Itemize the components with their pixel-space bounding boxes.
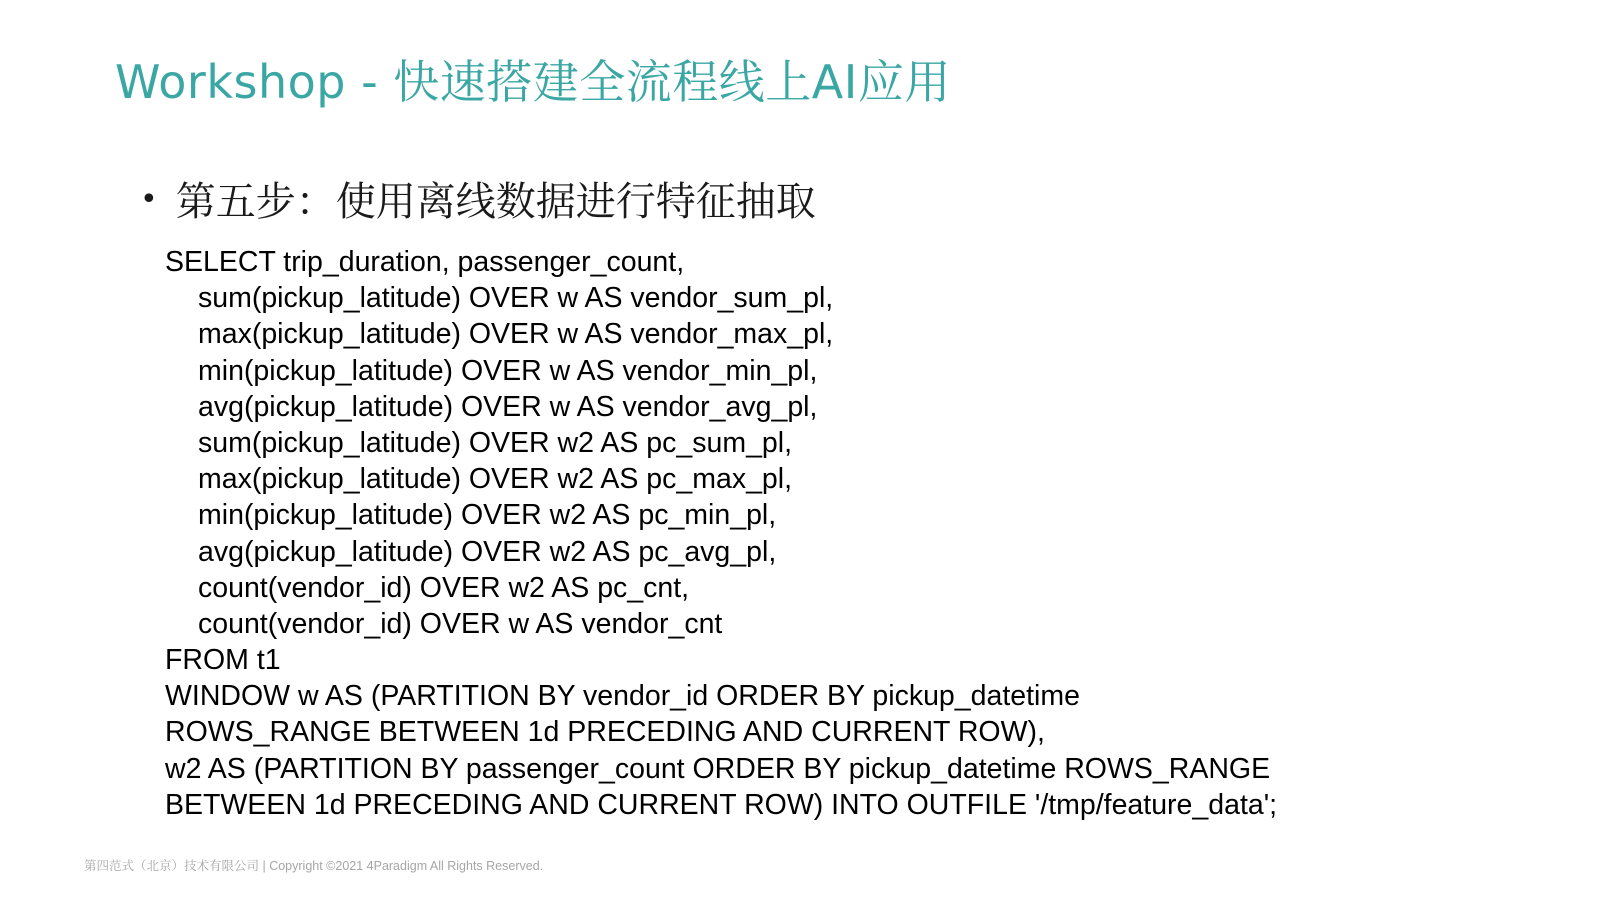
sql-code-line: count(vendor_id) OVER w2 AS pc_cnt, bbox=[198, 571, 690, 604]
copyright-footer: 第四范式（北京）技术有限公司 | Copyright ©2021 4Paradigm All Rights Reserved. bbox=[84, 859, 544, 873]
sql-code-line: count(vendor_id) OVER w AS vendor_cnt bbox=[198, 607, 723, 640]
sql-code-line: BETWEEN 1d PRECEDING AND CURRENT ROW) INTO OUTFILE '/tmp/feature_data'; bbox=[165, 788, 1278, 821]
sql-code-block bbox=[165, 244, 1277, 823]
sql-code-line: max(pickup_latitude) OVER w2 AS pc_max_pl, bbox=[198, 463, 793, 496]
sql-code-line: w2 AS (PARTITION BY passenger_count ORDER BY pickup_datetime ROWS_RANGE bbox=[165, 752, 1271, 785]
sql-code-line: avg(pickup_latitude) OVER w2 AS pc_avg_pl, bbox=[198, 535, 777, 568]
sql-code-line: ROWS_RANGE BETWEEN 1d PRECEDING AND CURRENT ROW), bbox=[165, 716, 1045, 749]
sql-code-line: FROM t1 bbox=[165, 644, 281, 677]
bullet-step-heading bbox=[140, 170, 816, 227]
step-heading-text: 第五步：使用离线数据进行特征抽取 bbox=[175, 179, 816, 225]
sql-code-line: SELECT trip_duration, passenger_count, bbox=[165, 246, 685, 278]
slide-title: Workshop - 快速搭建全流程线上AI应用 bbox=[115, 55, 951, 109]
sql-code-line: sum(pickup_latitude) OVER w AS vendor_sum_pl, bbox=[198, 282, 834, 315]
sql-code-line: WINDOW w AS (PARTITION BY vendor_id ORDER BY pickup_datetime bbox=[165, 680, 1080, 713]
sql-code-line: min(pickup_latitude) OVER w AS vendor_min_pl, bbox=[198, 354, 818, 387]
sql-code-line: max(pickup_latitude) OVER w AS vendor_max_pl, bbox=[198, 318, 834, 351]
bullet-icon: • bbox=[140, 182, 158, 217]
sql-code-line: sum(pickup_latitude) OVER w2 AS pc_sum_pl, bbox=[198, 426, 793, 459]
sql-code-line: avg(pickup_latitude) OVER w AS vendor_avg_pl, bbox=[198, 390, 818, 423]
sql-code-line: min(pickup_latitude) OVER w2 AS pc_min_pl, bbox=[198, 499, 777, 532]
